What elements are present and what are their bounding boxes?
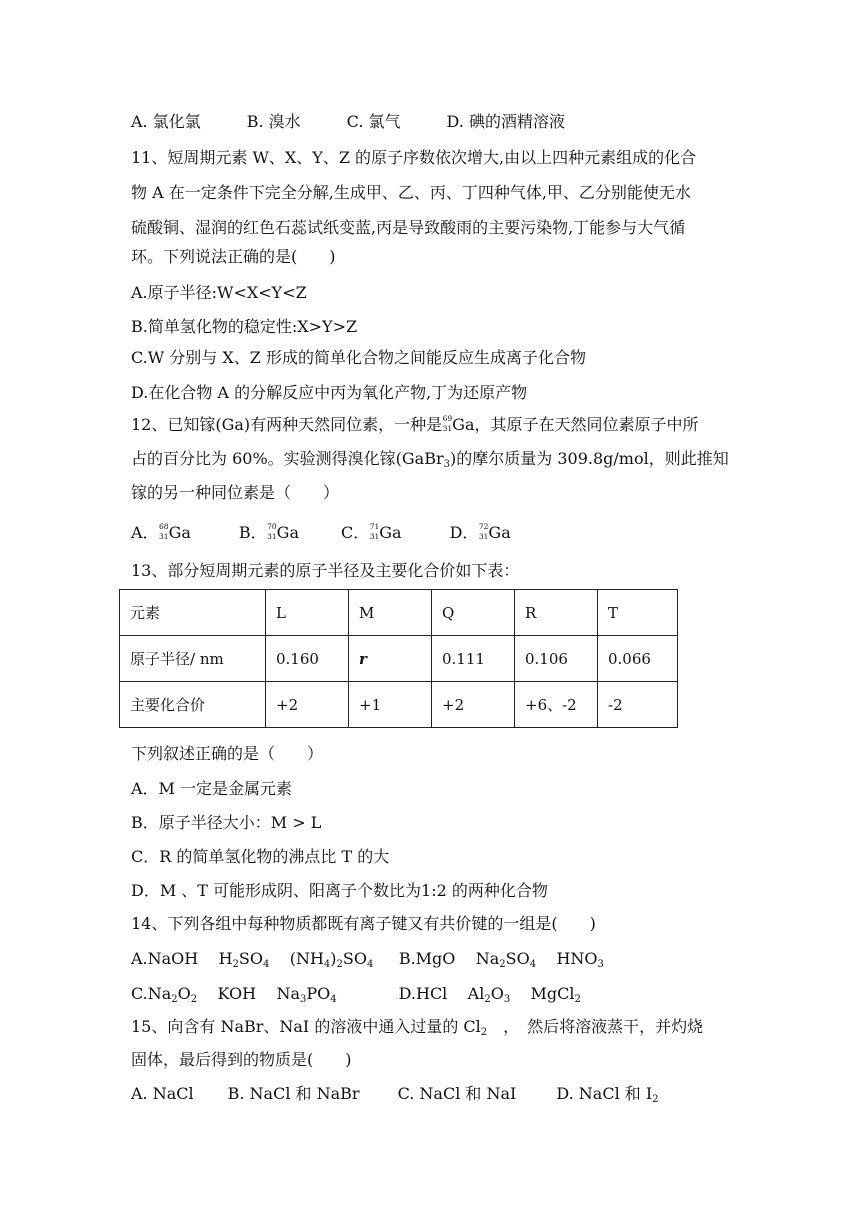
q11-stem-line3: 硫酸铜、湿润的红色石蕊试纸变蓝,丙是导致酸雨的主要污染物,丁能参与大气循 [131, 218, 686, 237]
table-cell: -2 [598, 682, 678, 728]
table-cell: 0.066 [598, 636, 678, 682]
q11-option-c: C.W 分别与 X、Z 形成的简单化合物之间能反应生成离子化合物 [131, 348, 586, 367]
q14-options-line1: A.NaOH $H_2SO_4$ $(NH_4)_2SO_4$ B.MgO $Na_2SO_4$ $HNO_3$ [131, 949, 604, 970]
q15-stem-line2: 固体，最后得到的物质是( ) [131, 1050, 352, 1069]
table-cell: +2 [432, 682, 515, 728]
q15-option-b: B. NaCl 和 NaBr [227, 1084, 360, 1103]
table-cell: 原子半径/ nm [120, 636, 266, 682]
q13-option-b: B．原子半径大小：M > L [131, 813, 322, 832]
table-cell: 元素 [120, 590, 266, 636]
table-cell: M [349, 590, 432, 636]
q13-stem: 13、部分短周期元素的原子半径及主要化合价如下表： [131, 561, 520, 580]
q12-option-b: B． 70 31 Ga [238, 522, 299, 542]
table-cell: 0.160 [266, 636, 349, 682]
table-cell: r [349, 636, 432, 682]
table-cell: 主要化合价 [120, 682, 266, 728]
table-row [120, 682, 678, 728]
q11-stem-line2: 物 A 在一定条件下完全分解,生成甲、乙、丙、丁四种气体,甲、乙分别能使无水 [131, 183, 691, 202]
q11-stem-line4: 环。下列说法正确的是( ) [131, 247, 336, 266]
q14-options-line2: $C.Na_2O_2$ KOH $Na_3PO_4$ D.HCl $Al_2O_3$ MgCl$_2$ [131, 984, 581, 1005]
table-row [120, 590, 678, 636]
table-cell: R [515, 590, 598, 636]
table-cell: 0.106 [515, 636, 598, 682]
q10-option-a: A. 氯化氯 [131, 112, 201, 131]
q12-stem-line1: 12、已知镓(Ga)有两种天然同位素，一种是 69 31 Ga，其原子在天然同位素原子中所 [131, 414, 699, 434]
table-cell: T [598, 590, 678, 636]
q15-option-d: D. NaCl 和 $I_2$ [556, 1084, 659, 1105]
isotope-notation: 69 31 [442, 414, 453, 433]
q11-stem-line1: 11、短周期元素 W、X、Y、Z 的原子序数依次增大,由以上四种元素组成的化合 [131, 148, 697, 167]
q15-option-a: A. NaCl [131, 1084, 194, 1103]
table-cell: 0.111 [432, 636, 515, 682]
q13-option-c: C．R 的简单氢化物的沸点比 T 的大 [131, 847, 390, 866]
q13-option-d: D．M 、T 可能形成阴、阳离子个数比为1:2 的两种化合物 [131, 881, 548, 900]
q12-option-c: C． 71 31 Ga [340, 522, 402, 542]
q10-option-d: D. 碘的酒精溶液 [446, 112, 565, 131]
table-cell: +6、-2 [515, 682, 598, 728]
table-cell: Q [432, 590, 515, 636]
q10-option-c: C. 氯气 [346, 112, 401, 131]
table-cell: +2 [266, 682, 349, 728]
q12-option-d: D． 72 31 Ga [449, 522, 511, 542]
table-cell: L [266, 590, 349, 636]
q15-stem-line1: 15、向含有 NaBr、NaI 的溶液中通入过量的 $Cl_2$ ， 然后将溶液蒸干，并灼烧 [131, 1017, 704, 1038]
q14-stem: 14、下列各组中每种物质都既有离子键又有共价键的一组是( ) [131, 914, 596, 933]
table-cell: +1 [349, 682, 432, 728]
q11-option-b: B.简单氢化物的稳定性:X>Y>Z [131, 317, 358, 336]
q13-question: 下列叙述正确的是（ ） [131, 744, 324, 763]
q12-option-a: A． 68 31 Ga [131, 522, 191, 542]
element-table [119, 589, 678, 728]
q13-option-a: A．M 一定是金属元素 [131, 779, 293, 798]
q11-option-d: D.在化合物 A 的分解反应中丙为氧化产物,丁为还原产物 [131, 383, 528, 402]
q12-options [131, 522, 511, 544]
table-row [120, 636, 678, 682]
q12-stem-line3: 镓的另一种同位素是（ ） [131, 483, 340, 502]
q11-option-a: A.原子半径:W<X<Y<Z [131, 283, 307, 302]
q10-options [131, 111, 565, 133]
q15-option-c: C. NaCl 和 NaI [397, 1084, 517, 1103]
q10-option-b: B. 溴水 [246, 112, 301, 131]
q15-options [131, 1083, 659, 1105]
q12-stem-line2: 占的百分比为 60%。实验测得溴化镓(GaBr$_3$)的摩尔质量为 309.8g/mol，则此推知 [131, 449, 729, 470]
